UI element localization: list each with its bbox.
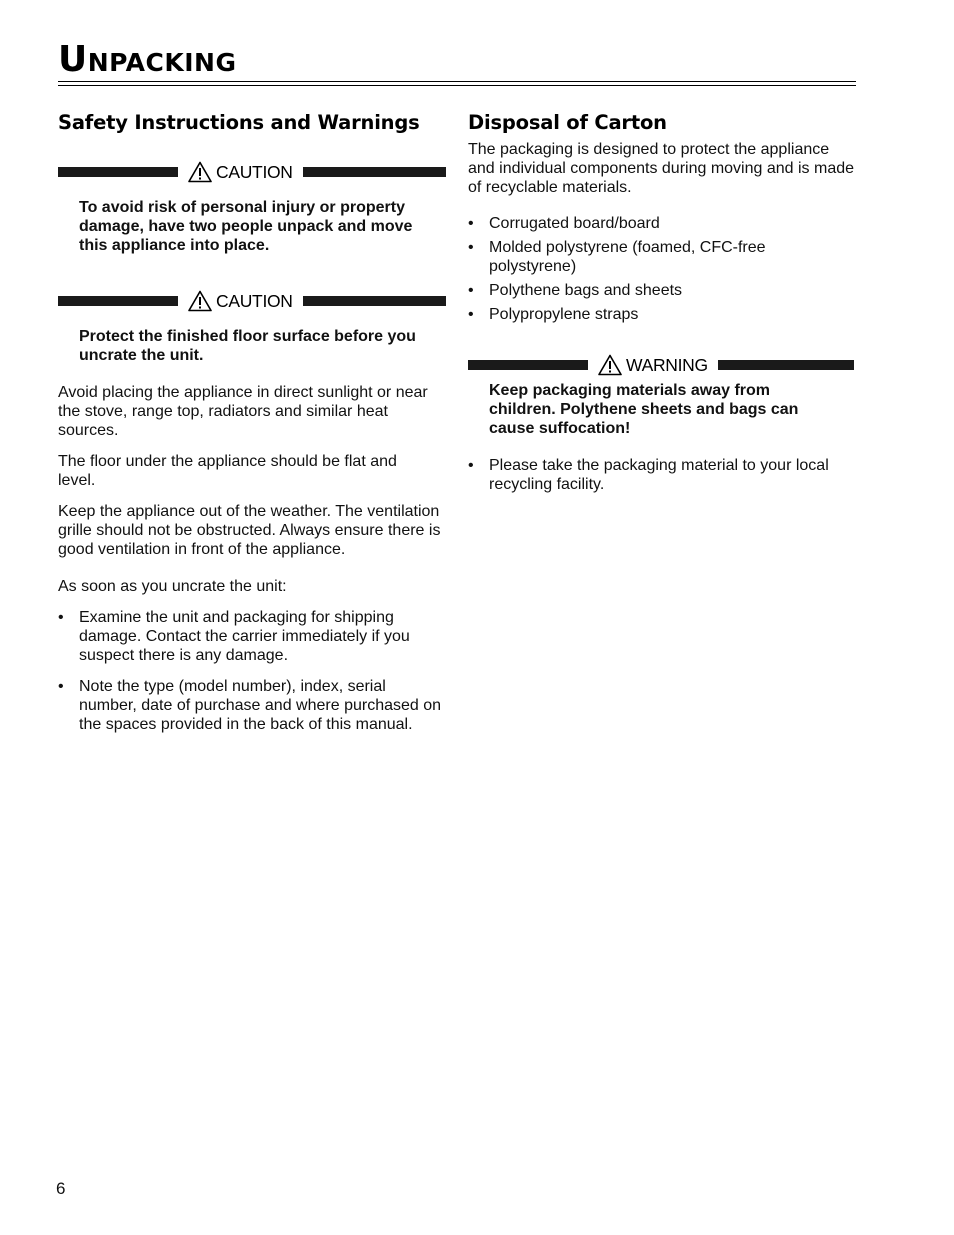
page-number: 6 <box>56 1179 66 1198</box>
list-item: • Molded polystyrene (foamed, CFC-free polystyrene) <box>468 238 854 276</box>
paragraph: As soon as you uncrate the unit: <box>58 578 287 595</box>
safety-heading: Safety Instructions and Warnings <box>58 111 420 134</box>
right-column <box>468 108 854 494</box>
caution-label <box>178 290 303 312</box>
caution-label-text: CAUTION <box>216 290 293 311</box>
caution-text: Protect the finished floor surface before you uncrate the unit. <box>79 328 416 364</box>
caution-text: To avoid risk of personal injury or property damage, have two people unpack and move this appliance into place. <box>79 199 413 254</box>
warning-label <box>588 354 718 376</box>
warning-triangle-icon <box>598 354 622 376</box>
caution-banner <box>58 159 446 185</box>
banner-bar-left <box>58 296 178 306</box>
list-item: • Corrugated board/board <box>468 214 854 233</box>
caution-label-text: CAUTION <box>216 161 293 182</box>
paragraph: Keep the appliance out of the weather. The ventilation grille should not be obstructed. Always ensure there is good ventilation in front of the appliance. <box>58 503 441 558</box>
banner-bar-left <box>468 360 588 370</box>
paragraph: Avoid placing the appliance in direct sunlight or near the stove, range top, radiators and similar heat sources. <box>58 384 428 439</box>
list-item: • Please take the packaging material to your local recycling facility. <box>468 456 854 494</box>
list-item: • Polythene bags and sheets <box>468 281 854 300</box>
disposal-heading: Disposal of Carton <box>468 111 667 134</box>
left-column <box>58 108 446 734</box>
warning-triangle-icon <box>188 290 212 312</box>
banner-bar-right <box>303 296 446 306</box>
banner-bar-left <box>58 167 178 177</box>
banner-bar-right <box>718 360 854 370</box>
recycle-list <box>468 456 854 494</box>
materials-list <box>468 214 854 324</box>
title-rule-bottom <box>58 85 856 86</box>
list-item: • Examine the unit and packaging for shipping damage. Contact the carrier immediately if you suspect there is any damage. <box>58 608 446 665</box>
warning-label-text: WARNING <box>626 354 708 375</box>
list-item: • Polypropylene straps <box>468 305 854 324</box>
disposal-intro: The packaging is designed to protect the appliance and individual components during moving and is made of recyclable materials. <box>468 141 855 196</box>
warning-triangle-icon <box>188 161 212 183</box>
paragraph: The floor under the appliance should be flat and level. <box>58 453 397 489</box>
page-title: Unpacking <box>58 39 237 80</box>
caution-label <box>178 161 303 183</box>
uncrate-list <box>58 608 446 734</box>
banner-bar-right <box>303 167 446 177</box>
title-rule-top <box>58 81 856 82</box>
list-item: • Note the type (model number), index, serial number, date of purchase and where purchased on the spaces provided in the back of this manual. <box>58 677 446 734</box>
warning-banner <box>468 352 854 378</box>
warning-text: Keep packaging materials away from children. Polythene sheets and bags can cause suffocation! <box>489 382 799 437</box>
caution-banner <box>58 288 446 314</box>
